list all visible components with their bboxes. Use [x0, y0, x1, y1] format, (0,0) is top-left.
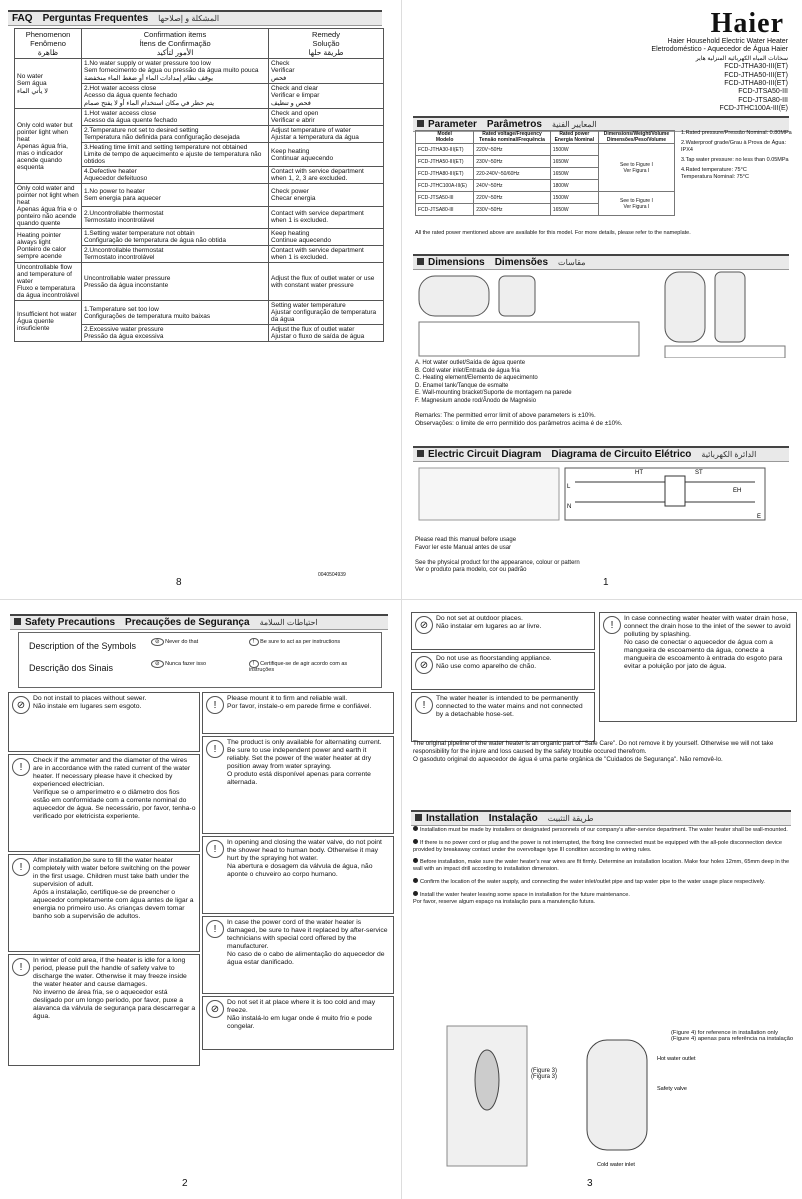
label-cold-water-inlet: Cold water inlet [597, 1162, 635, 1168]
model-number: FCD-JTHC100A-III(E) [719, 105, 788, 113]
safety-warning-text: In opening and closing the water valve, do not point the shower head to human body. Otherwise it may hurt by the spraying hot water. Na abertura e dosagem da válvula de água, não aponte o chuveiro ao corpo humano. [227, 839, 382, 878]
parameter-note: 4.Rated temperature: 75°C Temperatura Nominal: 75°C [681, 167, 749, 180]
faq-confirmation: 1.No power to heater Sem energia para aquecer [82, 184, 269, 207]
faq-confirmation: 2.Hot water access close Acesso da água quente fechado يتم حظر في مكان استخدام الماء أو لا يفتح صمام [82, 84, 269, 109]
symbols-box [18, 632, 382, 688]
installation-header [411, 810, 791, 826]
safety-warning-box [202, 692, 394, 734]
label-E: E [757, 514, 762, 520]
cover-title-en: Haier Household Electric Water Heater [667, 38, 788, 45]
faq-confirmation: 2.Uncontrollable thermostat Termostato incontrolável [82, 206, 269, 229]
faq-phenomenon: Insufficient hot water Água quente insuficiente [15, 301, 82, 342]
page-number: 8 [176, 577, 182, 588]
page-faq [0, 0, 402, 599]
faq-row [15, 229, 384, 246]
figure4-caption: (Figure 4) for reference in installation only (Figure 4) apenas para referência na instalação [671, 1030, 794, 1042]
parameter-table-wrap [415, 130, 675, 216]
bullet-icon [413, 839, 418, 844]
model-number: FCD-JTHA50-III(ET) [724, 71, 788, 79]
safety-title-pt: Precauções de Segurança [125, 617, 250, 628]
installation-bullet-text: Installation must be made by installers or designated personnels of our company's after-service department. The water heater shall be wall-mounted. [420, 827, 788, 833]
safety-warning-text: Do not install to places without sewer. Não instale em lugares sem esgoto. [33, 695, 147, 710]
dimension-table-2 [665, 346, 785, 358]
parameter-note: 2.Waterproof grade/Grau à Prova de Água: IPX4 [681, 140, 786, 153]
faq-remedy: Check and clear Verificar e limpar فحص و تنظيف [269, 84, 384, 109]
bullet-icon [413, 858, 418, 863]
heater-vertical-drawing [665, 272, 705, 342]
heater-vertical-side-drawing [715, 272, 745, 342]
parameter-see-figure: See to Figure I Ver Figura I [598, 144, 674, 192]
parameter-cell-model: FCD-JTHA50-III(ET) [416, 156, 474, 168]
faq-confirmation: 1.No water supply or water pressure too low Sem fornecimento de água ou pressão da água muito pouca يوقف نظام إمدادات الماء أو ضغط الماء منخفضة [82, 59, 269, 84]
warning-icon: ! [12, 758, 30, 776]
installation-bullet-text: If there is no power cord or plug and the power is not interrupted, the fixing line connected must be equipped with the all-pole disconnection device provided by breakaway contact under the overvoltage type III condition according to wiring rules. [413, 839, 782, 853]
parameter-cell-power: 1650W [550, 168, 598, 180]
safety-warning-text: Please mount it to firm and reliable wall. Por favor, instale-o em parede firme e confiável. [227, 695, 372, 710]
dimensions-legend-item: E. Wall-mounting bracket/Suporte de montagem na parede [415, 390, 572, 397]
faq-col-confirmation: Confirmation items Ítens de Confirmação الأمور لتأكيد [82, 29, 269, 59]
faq-confirmation: Uncontrollable water pressure Pressão da água inconstante [82, 263, 269, 301]
figure3-caption: (Figure 3) (Figura 3) [531, 1068, 558, 1080]
installation-bullet [413, 878, 793, 886]
label-safety-valve: Safety valve [657, 1086, 687, 1092]
faq-title-pt: Perguntas Frequentes [42, 13, 149, 24]
dimensions-legend-item: A. Hot water outlet/Saída de água quente [415, 360, 526, 366]
safety-warning-box [202, 996, 394, 1050]
faq-remedy: Adjust the flux of outlet water Ajustar o fluxo de saída de água [269, 325, 384, 342]
page-cover [401, 0, 802, 599]
dimensions-title-ar: مقاسات [558, 258, 586, 267]
symbol-instructions: ! Be sure to act as per instructions [249, 639, 340, 645]
warning-icon: ! [603, 616, 621, 634]
bullet-icon [413, 891, 418, 896]
symbol-instructions-pt: ! Certifique-se de agir acordo com as instruções [249, 661, 348, 673]
installation-title-pt: Instalação [488, 813, 538, 824]
parameter-cell-volt: 230V~50Hz [474, 204, 551, 216]
p4-warning-text: The water heater is intended to be permanently connected to the water mains and not connected by a detachable hose-set. [436, 695, 583, 718]
figure3-valve [475, 1050, 499, 1110]
safety-warning-text: In case the power cord of the water heater is damaged, be sure to have it replaced by after-service technicians with special cord offered by the manufacturer. No caso de o cabo de alimentação do aquecedor de água estar danificado. [227, 919, 388, 966]
parameter-cell-volt: 220V~50Hz [474, 144, 551, 156]
safety-warning-box [202, 836, 394, 914]
safety-warning-box [202, 736, 394, 834]
safety-warning-text: Do not set it at place where it is too cold and may freeze. Não instalá-lo em lugar onde é muito frio e pode congelar. [227, 999, 376, 1030]
parameter-cell-model: FCD-JTHC100A-III(E) [416, 180, 474, 192]
symbol-never-pt: ⊘ Nunca fazer isso [151, 661, 206, 667]
faq-confirmation: 2.Uncontrollable thermostat Termostato incontrolável [82, 246, 269, 263]
faq-remedy: Check and open Verificar e abrir [269, 109, 384, 126]
safety-header [10, 614, 388, 630]
faq-row [15, 109, 384, 126]
model-number: FCD-JTHA30-III(ET) [724, 63, 788, 71]
faq-col-phenomenon: Phenomenon Fenômeno ظاهرة [15, 29, 82, 59]
faq-remedy: Check power Checar energia [269, 184, 384, 207]
faq-phenomenon: Only cold water but pointer light when heat Apenas água fria, mas o indicador acende quando esquenta [15, 109, 82, 184]
model-number: FCD-JTHA80-III(ET) [724, 80, 788, 88]
warning-icon: ! [206, 840, 224, 858]
cover-title-ar: سخانات المياه الكهربائية المنزلية هاير [695, 55, 788, 62]
faq-remedy: Contact with service department when 1 is excluded. [269, 206, 384, 229]
document-code: 0040504939 [318, 572, 346, 578]
parameter-col-header: Rated power Energia Nominal [550, 131, 598, 144]
parameter-row [416, 192, 675, 204]
dimensions-remarks [415, 412, 791, 428]
label-EH: EH [733, 488, 742, 494]
bullet-icon [413, 878, 418, 883]
safety-warning-text: After installation,be sure to fill the water heater completely with water before switching on the power in the first usage. Children must take bath under the supervision of adult. Após a instalação, certifique-se de preencher o aquecedor completamente com água antes de ligar a energia no primeiro uso. As crianças devem tomar banho sob a supervisão de adultos. [33, 857, 194, 920]
parameter-row [416, 144, 675, 156]
installation-bullet [413, 826, 793, 834]
dimensions-legend-item: C. Heating element/Elemento de aquecimento [415, 375, 538, 382]
parameter-note: 1.Rated pressure/Pressão Nominal: 0.80MPa [681, 130, 792, 136]
symbol-never: ⊘ Never do that [151, 639, 198, 645]
label-hot-water-outlet: Hot water outlet [657, 1056, 696, 1062]
warning-icon: ! [206, 920, 224, 938]
cover-title-pt: Eletrodoméstico - Aquecedor de Água Haier [651, 46, 788, 54]
safety-warning-box [8, 754, 200, 852]
note-read-manual: Please read this manual before usage Favor ler este Manual antes de usar [415, 537, 517, 551]
dimension-table-1 [419, 322, 639, 356]
circuit-header [413, 446, 789, 462]
page-safety [0, 599, 402, 1199]
parameter-cell-model: FCD-JTHA80-III(ET) [416, 168, 474, 180]
symbols-title-en: Description of the Symbols [29, 641, 137, 651]
bullet-icon [413, 826, 418, 831]
label-L: L [567, 484, 571, 490]
p4-warning-box [411, 652, 595, 690]
warning-icon: ! [415, 696, 433, 714]
circuit-element [665, 476, 685, 506]
circuit-title-ar: الدائرة الكهربائية [701, 450, 757, 459]
parameter-table [415, 130, 675, 216]
safety-title-ar: احتياطات السلامة [259, 618, 318, 627]
faq-row [15, 263, 384, 301]
faq-remedy: Keep heating Continue aquecendo [269, 229, 384, 246]
installation-bullet-text: Install the water heater leaving some space in installation for the future maintenance. Por favor, reserve algum espaço na instalação para a manutenção futura. [413, 891, 630, 905]
faq-remedy: Setting water temperature Ajustar configuração de temperatura da água [269, 301, 384, 325]
warning-icon: ! [12, 858, 30, 876]
dimensions-legend [415, 360, 791, 406]
installation-title-ar: طريقة التثبيت [547, 814, 594, 823]
p4-warning-text: Do not set at outdoor places. Não instalar em lugares ao ar livre. [436, 615, 542, 630]
parameter-cell-volt: 230V~50Hz [474, 156, 551, 168]
drain-hose-text: In case connecting water heater with water drain hose, connect the drain hose to the inlet of the sewer to avoid polluting by splashing. No caso de conectar o aquecedor de água com a mangueira de escoamento da água, conecte a mangueira de escoamento à entrada do esgoto para evitar a poluição por jato de água. [624, 615, 791, 670]
installation-bullet-text: Before installation, make sure the water heater's rear wires are fit firmly. Determine an installation location. Make four holes 12mm, 65mm deep in the wall with an impact drill according to installation dimension. [413, 859, 790, 873]
faq-remedy: Contact with service department when 1, 2, 3 are excluded. [269, 167, 384, 184]
parameter-title-pt: Parâmetros [486, 119, 542, 130]
faq-title-ar: المشكلة و إصلاحها [158, 14, 220, 23]
dimensions-title-pt: Dimensões [494, 257, 549, 268]
faq-confirmation: 4.Defective heater Aquecedor defeituoso [82, 167, 269, 184]
parameter-cell-volt: 220-240V~50/60Hz [474, 168, 551, 180]
model-list [651, 63, 788, 113]
faq-row [15, 301, 384, 325]
warning-icon: ! [206, 740, 224, 758]
page-number: 2 [182, 1178, 188, 1189]
circuit-legend-box [419, 468, 559, 520]
parameter-col-header: Rated voltage/Frequency Tensão nominal/Frequência [474, 131, 551, 144]
safety-warning-text: In winter of cold area, if the heater is idle for a long period, please pull the handle of safety valve to discharge the water. Otherwise it may freeze inside the water heater and cause damages. No inverno de área fria, se o aquecedor está desligado por um longo período, por favor, puxe a alavanca da válvula de segurança para descarregar a água. [33, 957, 196, 1020]
faq-row [15, 184, 384, 207]
circuit-title-pt: Diagrama de Circuito Elétrico [551, 449, 692, 460]
faq-confirmation: 1.Temperature set too low Configurações de temperatura muito baixas [82, 301, 269, 325]
model-number: FCD-JTSA50-III [738, 88, 788, 96]
faq-phenomenon: Only cold water and pointer not light when heat Apenas água fria e o ponteiro não acende quando quente [15, 184, 82, 229]
remarks-pt: Observações: o limite de erro permitido dos parâmetros acima é de ±10%. [415, 420, 623, 427]
faq-remedy: Check Verificar فحص [269, 59, 384, 84]
remarks-en: Remarks: The permitted error limit of above parameters is ±10%. [415, 412, 596, 419]
dimensions-drawing [415, 268, 791, 358]
haier-logo: Haier [710, 8, 784, 39]
safety-warning-box [8, 954, 200, 1066]
safety-warning-box [8, 854, 200, 952]
safety-warning-box [8, 692, 200, 752]
prohibition-icon: ⊘ [12, 696, 30, 714]
installation-figures [427, 1020, 787, 1170]
faq-confirmation: 3.Heating time limit and setting temperature not obtained Limite de tempo de aquecimento e ajuste de temperatura não obtidos [82, 143, 269, 167]
faq-row [15, 59, 384, 84]
figure4-heater [587, 1040, 647, 1150]
parameter-note: 3.Tap water pressure: no less than 0.05MPa [681, 157, 789, 163]
original-pipeline-text: The original pipeline of the water heater is an organic part of "Safe Care". Do not remove it by yourself. Otherwise we will not take responsibility for the injure and loss caused by the safety trouble occured therefrom. O gasoduto original do aquecedor de água é uma parte orgânica de "Cuidados de Segurança". Não removê-lo. [413, 740, 774, 763]
parameter-cell-power: 1650W [550, 204, 598, 216]
prohibition-icon: ⊘ [415, 616, 433, 634]
p4-warning-text: Do not use as floorstanding appliance. Não use como aparelho de chão. [436, 655, 552, 670]
model-number: FCD-JTSA80-III [738, 96, 788, 104]
warning-icon: ! [12, 958, 30, 976]
faq-confirmation: 2.Temperature not set to desired setting Temperatura não definida para configuração desejada [82, 126, 269, 143]
faq-remedy: Keep heating Continuar aquecendo [269, 143, 384, 167]
installation-bullet [413, 891, 793, 906]
installation-bullet [413, 839, 793, 854]
dimensions-title-en: Dimensions [428, 257, 485, 268]
parameter-cell-model: FCD-JTSA50-III [416, 192, 474, 204]
prohibition-icon: ⊘ [415, 656, 433, 674]
label-N: N [567, 504, 572, 510]
circuit-notes [415, 530, 791, 582]
symbols-title-pt: Descrição dos Sinais [29, 663, 114, 673]
faq-remedy: Contact with service department when 1 is excluded. [269, 246, 384, 263]
faq-phenomenon: Uncontrollable flow and temperature of water Fluxo e temperatura da água incontrolável [15, 263, 82, 301]
faq-confirmation: 2.Excessive water pressure Pressão da água excessiva [82, 325, 269, 342]
safety-warning-text: Check if the ammeter and the diameter of the wires are in accordance with the rated current of the water heater. If necessary please have it checked by experienced electrician. Verifique se o amperímetro e o diâmetro dos fios estão em conformidade com a corrente nominal do aquecedor de água. Se necessário, por favor, tenha-o verificado por eletricista experiente. [33, 757, 196, 820]
parameter-notes [681, 130, 793, 184]
page-number: 1 [603, 577, 609, 588]
faq-confirmation: 1.Setting water temperature not obtain Configuração de temperatura de água não obtida [82, 229, 269, 246]
parameter-footer: All the rated power mentioned above are available for this model. For more details, please refer to the nameplate. [415, 230, 691, 236]
safety-title-en: Safety Precautions [25, 617, 116, 628]
page-installation [401, 599, 802, 1199]
heater-horizontal-drawing [419, 276, 489, 316]
installation-bullet [413, 858, 793, 873]
parameter-cell-volt: 220V~50Hz [474, 192, 551, 204]
label-ST: ST [695, 470, 703, 476]
parameter-cell-power: 1500W [550, 144, 598, 156]
faq-remedy: Adjust the flux of outlet water or use with constant water pressure [269, 263, 384, 301]
parameter-title-en: Parameter [428, 119, 477, 130]
parameter-cell-model: FCD-JTHA30-III(ET) [416, 144, 474, 156]
parameter-cell-volt: 240V~50Hz [474, 180, 551, 192]
heater-side-drawing [499, 276, 535, 316]
faq-table [14, 28, 384, 342]
faq-header [8, 10, 382, 26]
prohibition-icon: ⊘ [206, 1000, 224, 1018]
faq-col-remedy: Remedy Solução طريقة حلها [269, 29, 384, 59]
parameter-see-figure: See to Figure I Ver Figura I [598, 192, 674, 216]
faq-title-en: FAQ [12, 13, 33, 24]
dimensions-legend-item: F. Magnesium anode rod/Ânodo de Magnésio [415, 397, 537, 404]
dimensions-legend-item: D. Enamel tank/Tanque de esmalte [415, 382, 509, 389]
safety-warning-box [202, 916, 394, 994]
parameter-cell-power: 1650W [550, 156, 598, 168]
faq-phenomenon: Heating pointer always light Ponteiro de calor sempre acende [15, 229, 82, 263]
cover-titles [651, 38, 788, 114]
drain-hose-warning [599, 612, 797, 722]
installation-bullet-text: Confirm the location of the water supply, and connecting the water inlet/outlet pipe and tap water pipe to the water usage place respectively. [420, 878, 765, 885]
circuit-diagram [415, 462, 791, 526]
installation-bullets [413, 826, 793, 910]
faq-confirmation: 1.Hot water access close Acesso da água quente fechado [82, 109, 269, 126]
warning-icon: ! [206, 696, 224, 714]
parameter-cell-model: FCD-JTSA80-III [416, 204, 474, 216]
circuit-title-en: Electric Circuit Diagram [428, 449, 542, 460]
parameter-cell-power: 1500W [550, 192, 598, 204]
dimensions-legend-item: B. Cold water inlet/Entrada de água fria [415, 367, 520, 374]
note-see-product: See the physical product for the appearance, colour or pattern Ver o produto para modelo, cor ou padrão [415, 559, 580, 574]
label-HT: HT [635, 470, 643, 476]
faq-phenomenon: No water Sem água لا يأتي الماء [15, 59, 82, 109]
p4-warning-box [411, 692, 595, 742]
faq-remedy: Adjust temperature of water Ajustar a temperatura da água [269, 126, 384, 143]
parameter-col-header: Model Modelo [416, 131, 474, 144]
page-number: 3 [587, 1178, 593, 1189]
p4-warning-box [411, 612, 595, 650]
safety-warning-text: The product is only available for alternating current. Be sure to use independent power and earth it reliably. Set the power of the water heater at dry position away from water spraying. O produto está disponível apenas para corrente alternada. [227, 739, 382, 786]
parameter-col-header: Dimensions/Weight/Volume Dimensões/Peso/Volume [598, 131, 674, 144]
parameter-cell-power: 1800W [550, 180, 598, 192]
installation-title-en: Installation [426, 813, 479, 824]
parameter-title-ar: المعايير الفنية [551, 120, 597, 129]
